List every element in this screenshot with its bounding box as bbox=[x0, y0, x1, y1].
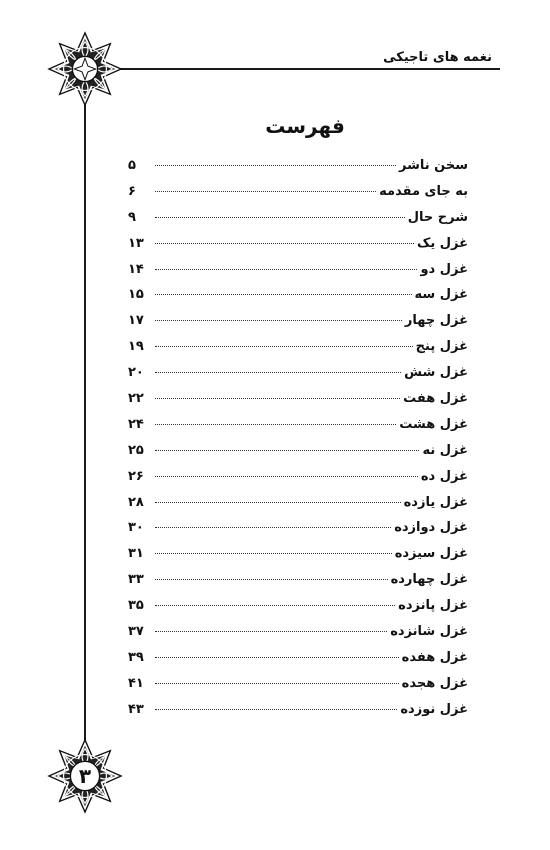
toc-entry-page: ۱۴ bbox=[128, 261, 144, 277]
toc-entry-page: ۲۵ bbox=[128, 442, 144, 458]
dot-leader bbox=[155, 320, 402, 321]
toc-entry-label: شرح حال bbox=[407, 209, 468, 225]
toc-entry-label: غزل پنج bbox=[415, 339, 468, 355]
toc-entry-label: غزل دو bbox=[420, 261, 468, 277]
toc-entry-page: ۲۸ bbox=[128, 494, 144, 510]
toc-entry[interactable] bbox=[128, 572, 468, 598]
toc-entry[interactable] bbox=[128, 624, 468, 650]
toc-entry[interactable] bbox=[128, 598, 468, 624]
toc-entry[interactable] bbox=[128, 365, 468, 391]
header-rule bbox=[84, 68, 500, 70]
dot-leader bbox=[155, 631, 387, 632]
toc-entry[interactable] bbox=[128, 184, 468, 210]
dot-leader bbox=[155, 165, 396, 166]
toc-entry-page: ۴۱ bbox=[128, 675, 144, 691]
dot-leader bbox=[155, 553, 392, 554]
toc-list bbox=[128, 158, 468, 728]
dot-leader bbox=[155, 269, 417, 270]
dot-leader bbox=[155, 527, 391, 528]
toc-entry[interactable] bbox=[128, 158, 468, 184]
dot-leader bbox=[155, 398, 400, 399]
toc-entry[interactable] bbox=[128, 546, 468, 572]
toc-entry[interactable] bbox=[128, 391, 468, 417]
dot-leader bbox=[155, 243, 414, 244]
toc-title: فهرست bbox=[265, 114, 345, 138]
toc-entry-label: غزل سیزده bbox=[394, 546, 468, 562]
toc-entry-label: غزل ده bbox=[420, 468, 468, 484]
running-header: نغمه های تاجیکی bbox=[383, 50, 492, 65]
toc-entry[interactable] bbox=[128, 650, 468, 676]
toc-entry-label: غزل هشت bbox=[399, 416, 468, 432]
toc-entry-label: غزل چهار bbox=[404, 313, 468, 329]
toc-entry-page: ۱۷ bbox=[128, 313, 144, 329]
toc-entry-label: غزل هفت bbox=[403, 391, 468, 407]
toc-entry-page: ۳۳ bbox=[128, 572, 144, 588]
dot-leader bbox=[155, 476, 418, 477]
toc-entry-label: غزل دوازده bbox=[394, 520, 468, 536]
toc-entry-page: ۲۶ bbox=[128, 468, 144, 484]
dot-leader bbox=[155, 294, 412, 295]
dot-leader bbox=[155, 217, 405, 218]
toc-entry[interactable] bbox=[128, 210, 468, 236]
toc-entry-label: غزل هجده bbox=[401, 675, 468, 691]
toc-entry-page: ۲۰ bbox=[128, 365, 144, 381]
toc-entry-page: ۳۵ bbox=[128, 598, 144, 614]
toc-entry-label: سخن ناشر bbox=[398, 158, 468, 173]
toc-entry-page: ۶ bbox=[128, 183, 136, 199]
toc-entry-page: ۱۹ bbox=[128, 339, 144, 355]
toc-entry-page: ۲۲ bbox=[128, 391, 144, 407]
dot-leader bbox=[155, 450, 419, 451]
toc-entry-label: غزل پانزده bbox=[398, 598, 468, 614]
toc-entry-label: غزل هفده bbox=[401, 649, 468, 665]
dot-leader bbox=[155, 579, 388, 580]
dot-leader bbox=[155, 424, 396, 425]
toc-entry-page: ۹ bbox=[128, 209, 136, 225]
dot-leader bbox=[155, 657, 399, 658]
toc-entry[interactable] bbox=[128, 287, 468, 313]
dot-leader bbox=[155, 605, 395, 606]
toc-entry-page: ۱۳ bbox=[128, 235, 144, 251]
dot-leader bbox=[155, 502, 401, 503]
toc-entry[interactable] bbox=[128, 313, 468, 339]
dot-leader bbox=[155, 683, 399, 684]
margin-rule bbox=[84, 68, 86, 768]
dot-leader bbox=[155, 346, 413, 347]
toc-entry[interactable] bbox=[128, 443, 468, 469]
dot-leader bbox=[155, 709, 397, 710]
toc-entry[interactable] bbox=[128, 495, 468, 521]
toc-entry[interactable] bbox=[128, 520, 468, 546]
toc-entry[interactable] bbox=[128, 676, 468, 702]
toc-entry-label: غزل یک bbox=[417, 235, 468, 251]
toc-entry-page: ۲۴ bbox=[128, 416, 144, 432]
toc-entry[interactable] bbox=[128, 339, 468, 365]
ornament-top-icon bbox=[46, 30, 124, 108]
toc-entry-label: غزل نه bbox=[422, 442, 468, 458]
dot-leader bbox=[155, 372, 401, 373]
dot-leader bbox=[155, 191, 376, 192]
toc-entry-label: غزل شش bbox=[404, 365, 468, 381]
toc-entry[interactable] bbox=[128, 236, 468, 262]
toc-entry-page: ۳۰ bbox=[128, 520, 144, 536]
toc-entry[interactable] bbox=[128, 417, 468, 443]
toc-entry-label: غزل چهارده bbox=[390, 572, 468, 588]
toc-entry-label: غزل نوزده bbox=[400, 701, 468, 717]
toc-entry[interactable] bbox=[128, 469, 468, 495]
toc-entry-page: ۳۱ bbox=[128, 546, 144, 562]
toc-entry-page: ۳۷ bbox=[128, 624, 144, 640]
toc-entry-page: ۳۹ bbox=[128, 649, 144, 665]
toc-entry-page: ۵ bbox=[128, 158, 136, 173]
toc-entry-label: غزل سه bbox=[414, 287, 468, 303]
toc-entry[interactable] bbox=[128, 262, 468, 288]
toc-entry-label: غزل شانزده bbox=[390, 624, 468, 640]
toc-entry-label: به جای مقدمه bbox=[379, 183, 468, 199]
toc-entry-page: ۴۳ bbox=[128, 701, 144, 717]
toc-entry-page: ۱۵ bbox=[128, 287, 144, 303]
toc-entry-label: غزل یازده bbox=[403, 494, 468, 510]
toc-entry[interactable] bbox=[128, 702, 468, 728]
page-number: ۳ bbox=[78, 764, 92, 788]
